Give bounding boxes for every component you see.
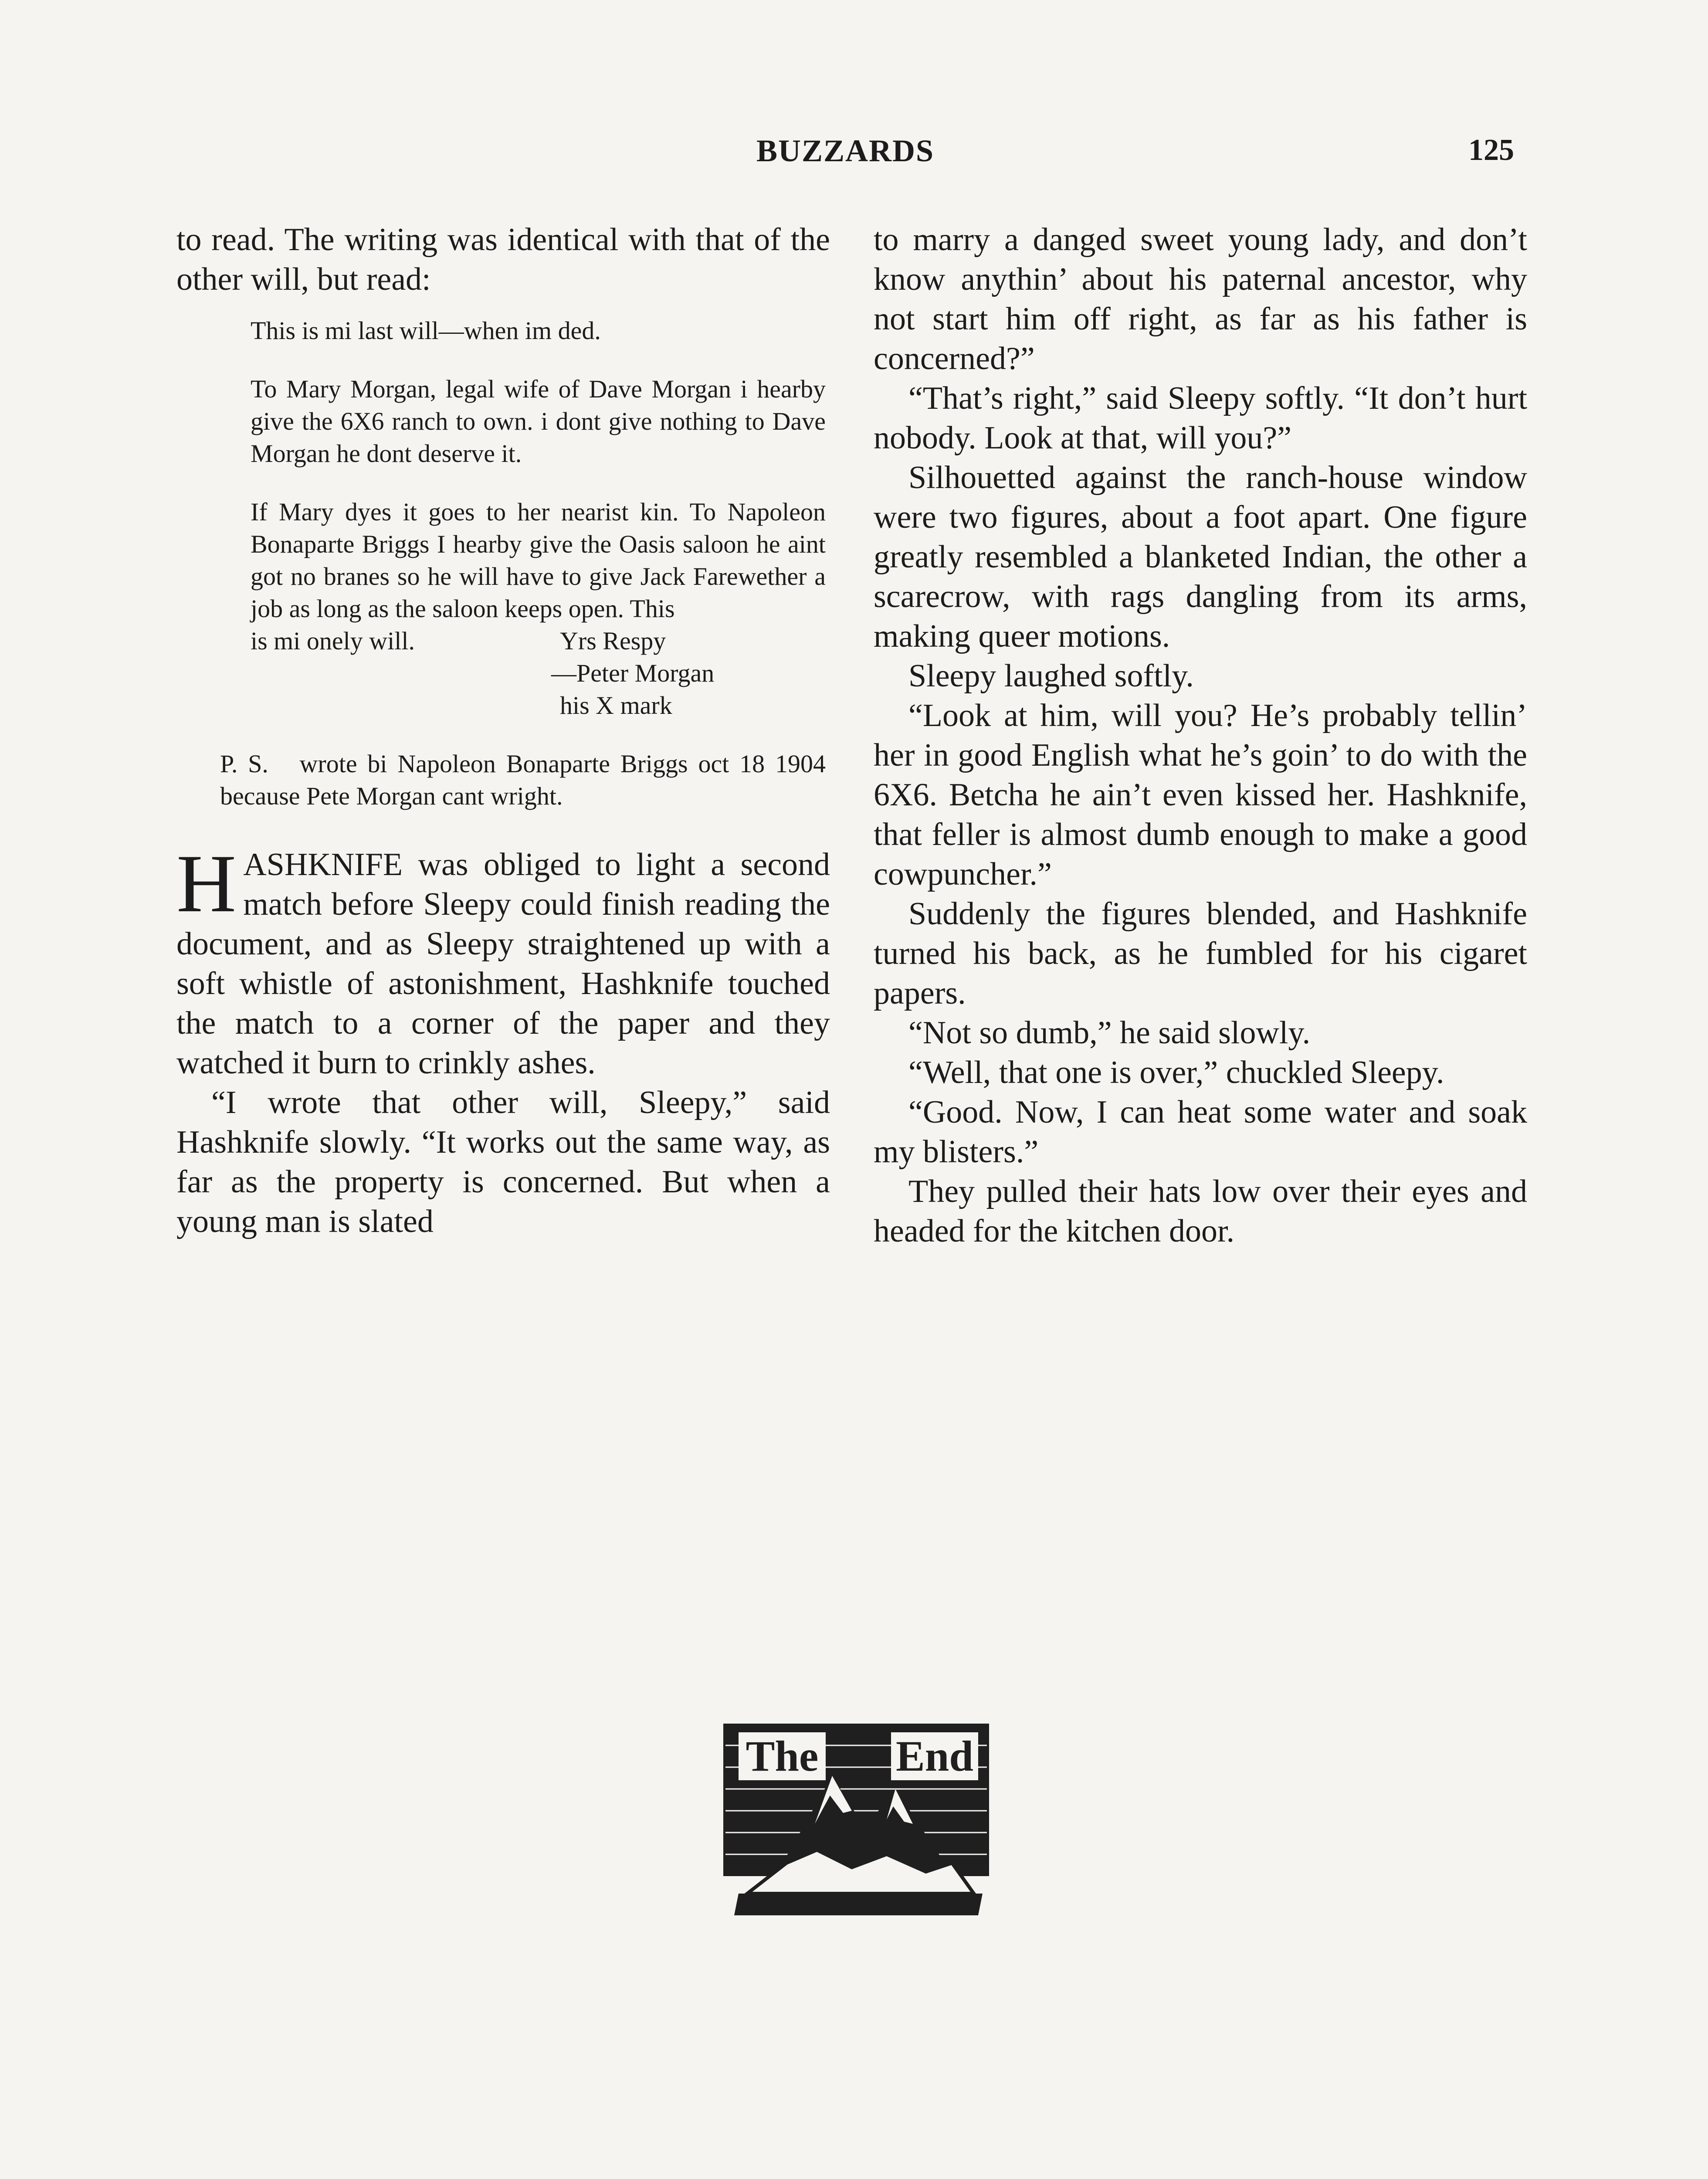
right-column <box>874 220 1527 1251</box>
postscript-text: wrote bi Napoleon Bonaparte Briggs oct 18 1904 because Pete Morgan cant wright. <box>220 750 826 810</box>
will-last-line <box>251 625 826 657</box>
drop-cap: H <box>176 838 237 930</box>
left-column <box>176 220 830 1242</box>
right-paragraph-4: “Look at him, will you? He’s probably tellin’ her in good English what he’s goin’ to do with the 6X6. Betcha he ain’t even kissed her. Hashknife, that feller is almost dumb enough to make a good cowpuncher.” <box>874 698 1527 892</box>
wrote-paragraph: “I wrote that other will, Sleepy,” said Hashknife slowly. “It works out the same way, as far as the property is concerned. But when a young man is slated <box>176 1085 830 1239</box>
will-paragraph-3: If Mary dyes it goes to her nearist kin. To Napoleon Bonaparte Briggs I hearby give the Oasis saloon he aint got no branes so he will have to give Jack Farewether a job as long as the saloon keeps open. This <box>251 498 826 623</box>
right-paragraph-6: “Not so dumb,” he said slowly. <box>908 1015 1311 1051</box>
right-paragraph-7: “Well, that one is over,” chuckled Sleepy. <box>908 1055 1444 1090</box>
page-number: 125 <box>1468 133 1514 167</box>
end-logo-word-2: End <box>896 1732 973 1780</box>
end-logo-word-1: The <box>746 1732 819 1780</box>
postscript-label: P. S. <box>220 750 268 778</box>
hashknife-paragraph-text: ASHKNIFE was obliged to light a second match before Sleepy could finish reading the document, and as Sleepy straightened up with a soft whistle of astonishment, Hashknife touched the match to a corner of the paper and they watched it burn to crinkly ashes. <box>176 847 830 1081</box>
will-quote <box>251 315 826 722</box>
will-last-line-text: is mi onely will. <box>251 627 415 655</box>
will-signature: —Peter Morgan <box>551 659 715 687</box>
will-paragraph-2: To Mary Morgan, legal wife of Dave Morgan i hearby give the 6X6 ranch to own. i dont give nothing to Dave Morgan he dont deserve it. <box>251 375 826 468</box>
right-paragraph-3: Sleepy laughed softly. <box>908 658 1194 694</box>
right-paragraph-9: They pulled their hats low over their eyes and headed for the kitchen door. <box>874 1174 1527 1249</box>
intro-paragraph: to read. The writing was identical with that of the other will, but read: <box>176 222 830 297</box>
running-title: BUZZARDS <box>756 133 935 168</box>
right-paragraph-1: “That’s right,” said Sleepy softly. “It don’t hurt nobody. Look at that, will you?” <box>874 380 1527 456</box>
will-mark: his X mark <box>560 691 672 720</box>
right-paragraph-2: Silhouetted against the ranch-house window were two figures, about a foot apart. One figure greatly resembled a blanketed Indian, the other a scarecrow, with rags dangling from its arms, making queer motions. <box>874 460 1527 654</box>
hashknife-paragraph <box>176 838 830 1083</box>
right-paragraph-8: “Good. Now, I can heat some water and soak my blisters.” <box>874 1094 1527 1170</box>
the-end-logo <box>721 1719 991 1924</box>
right-paragraph-0: to marry a danged sweet young lady, and don’t know anythin’ about his paternal ancestor, why not start him off right, as far as his father is concerned?” <box>874 222 1527 377</box>
postscript <box>220 748 826 812</box>
will-closing: Yrs Respy <box>560 627 666 655</box>
will-line-1: This is mi last will—when im ded. <box>251 316 601 345</box>
right-paragraph-5: Suddenly the figures blended, and Hashknife turned his back, as he fumbled for his cigaret papers. <box>874 896 1527 1011</box>
mountains-icon <box>721 1719 991 1924</box>
